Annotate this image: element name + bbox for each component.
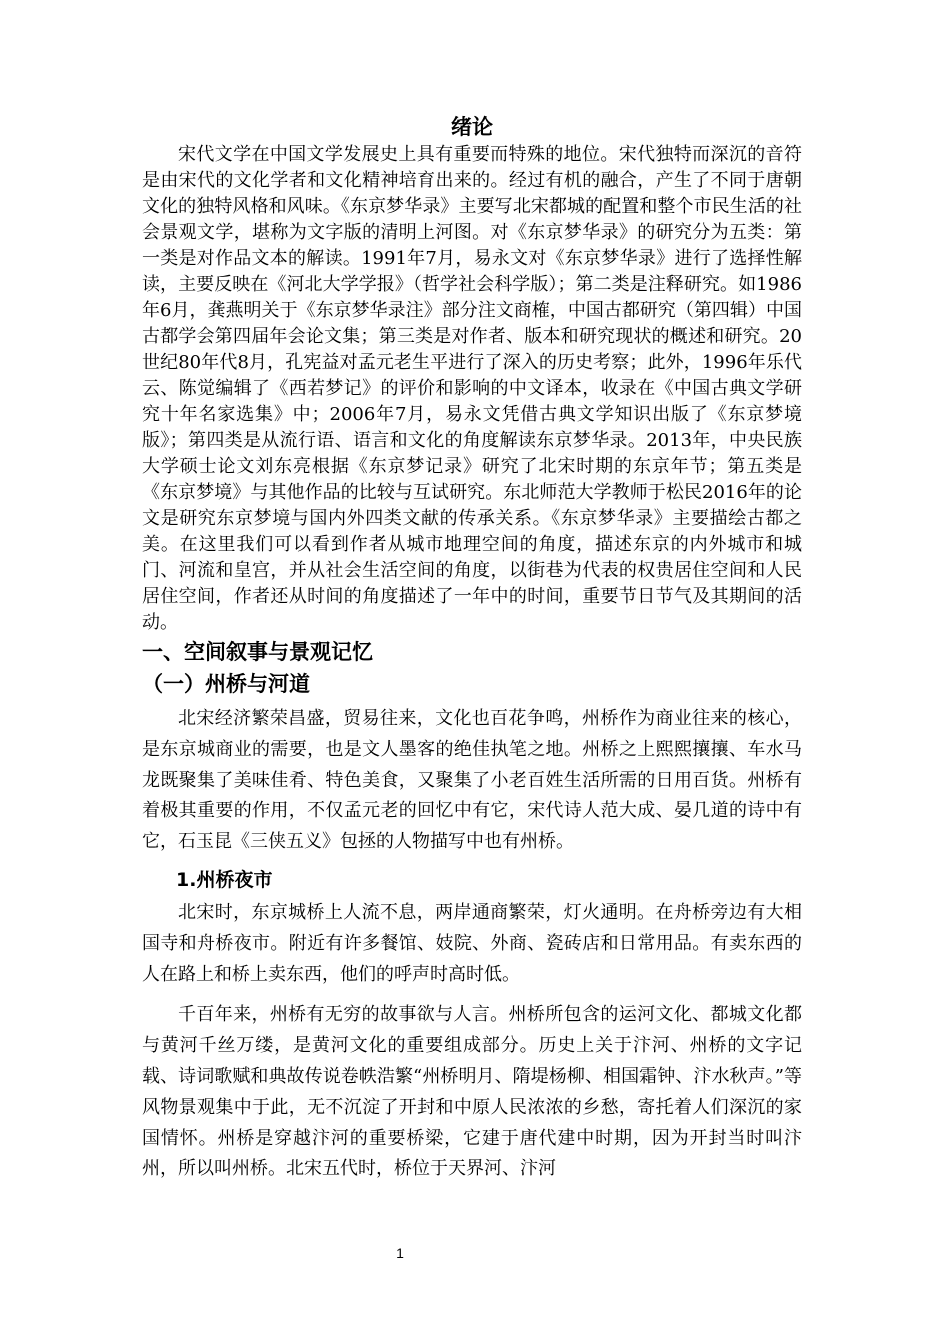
item-paragraph-2: 千百年来，州桥有无穷的故事欲与人言。州桥所包含的运河文化、都城文化都与黄河千丝万缕，是黄河文化的重要组成部分。历史上关于汴河、州桥的文字记载、诗词歌赋和典故传说卷帙浩繁“州桥明月、隋堤杨柳、相国霜钟、汴水秋声。”等风物景观集中于此，无不沉淀了开封和中原人民浓浓的乡愁，寄托着人们深沉的家国情怀。州桥是穿越汴河的重要桥梁，它建于唐代建中时期，因为开封当时叫汴州，所以叫州桥。北宋五代时，桥位于天界河、汴河: [142, 1004, 802, 1180]
page-number: 1: [396, 1245, 404, 1261]
item-heading: 1.州桥夜市: [176, 868, 273, 891]
intro-paragraph: 宋代文学在中国文学发展史上具有重要而特殊的地位。宋代独特而深沉的音符是由宋代的文化学者和文化精神培育出来的。经过有机的融合，产生了不同于唐朝文化的独特风格和风味。《东京梦华录》主要写北宋都城的配置和整个市民生活的社会景观文学，堪称为文字版的清明上河图。对《东京梦华录》的研究分为五类：第一类是对作品文本的解读。1991年7月，易永文对《东京梦华录》进行了选择性解读，主要反映在《河北大学学报》（哲学社会科学版）；第二类是注释研究。如1986年6月，龚燕明关于《东京梦华录注》部分注文商榷，中国古都研究（第四辑）中国古都学会第四届年会论文集；第三类是对作者、版本和研究现状的概述和研究。20世纪80年代8月，孔宪益对孟元老生平进行了深入的历史考察；此外，1996年乐代云、陈觉编辑了《西若梦记》的评价和影响的中文译本，收录在《中国古典文学研究十年名家选集》中；2006年7月，易永文凭借古典文学知识出版了《东京梦境版》；第四类是从流行语、语言和文化的角度解读东京梦华录。2013年，中央民族大学硕士论文刘东亮根据《东京梦记录》研究了北宋时期的东京年节；第五类是《东京梦境》与其他作品的比较与互试研究。东北师范大学教师于松民2016年的论文是研究东京梦境与国内外四类文献的传承关系。《东京梦华录》主要描绘古都之美。在这里我们可以看到作者从城市地理空间的角度，描述东京的内外城市和城门、河流和皇宫，并从社会生活空间的角度，以街巷为代表的权贵居住空间和人民居住空间，作者还从时间的角度描述了一年中的时间，重要节日节气及其期间的活动。: [142, 144, 802, 633]
item-paragraph-1: 北宋时，东京城桥上人流不息，两岸通商繁荣，灯火通明。在舟桥旁边有大相国寺和舟桥夜市。附近有许多餐馆、妓院、外商、瓷砖店和日常用品。有卖东西的人在路上和桥上卖东西，他们的呼声时高时低。: [142, 901, 802, 985]
document-body: [142, 112, 802, 1185]
paragraph-gap: [142, 990, 802, 1000]
page-title: 绪论: [451, 115, 493, 139]
subsection-heading: （一）州桥与河道: [142, 672, 310, 696]
section-heading: 一、空间叙事与景观记忆: [142, 640, 373, 664]
subsection-paragraph: 北宋经济繁荣昌盛，贸易往来，文化也百花争鸣，州桥作为商业往来的核心，是东京城商业的需要，也是文人墨客的绝佳执笔之地。州桥之上熙熙攘攘、车水马龙既聚集了美味佳肴、特色美食，又聚集了小老百姓生活所需的日用百货。州桥有着极其重要的作用，不仅孟元老的回忆中有它，宋代诗人范大成、晏几道的诗中有它，石玉昆《三侠五义》包拯的人物描写中也有州桥。: [142, 708, 802, 853]
